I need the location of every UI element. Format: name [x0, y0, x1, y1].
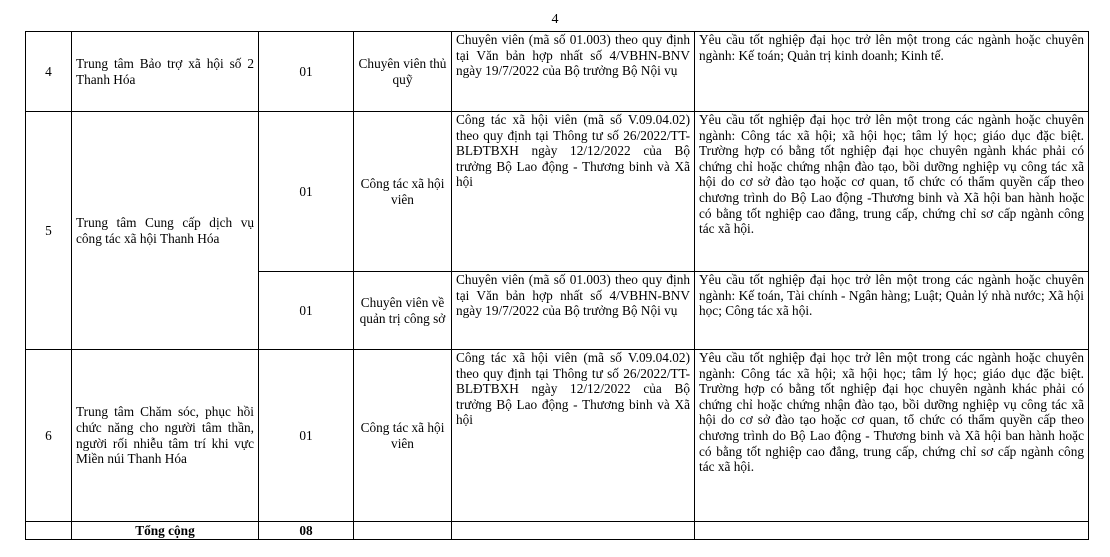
staffing-table: [25, 31, 1089, 540]
position-title: Chuyên viên thủ quỹ: [354, 32, 452, 112]
total-label: Tổng cộng: [72, 522, 259, 540]
qualification-requirement: Yêu cầu tốt nghiệp đại học trở lên một trong các ngành hoặc chuyên ngành: Công tác xã hội; xã hội học; tâm lý học; giáo dục đặc biệt. Trường hợp có bằng tốt nghiệp đại học chuyên ngành khác phải có chứng chỉ hoặc chứng nhận đào tạo, bồi dưỡng nghiệp vụ công tác xã hội do cơ sở đào tạo hoặc cơ quan, tổ chức có thẩm quyền cấp theo chương trình do Bộ Lao động -Thương binh và Xã hội ban hành hoặc có bằng tốt nghiệp cao đẳng, trung cấp, chứng chỉ sơ cấp ngành công tác xã hội.: [695, 112, 1089, 272]
legal-basis: Công tác xã hội viên (mã số V.09.04.02) theo quy định tại Thông tư số 26/2022/TT-BLĐTBXH ngày 12/12/2022 của Bộ trưởng Bộ Lao động - Thương binh và Xã hội: [452, 350, 695, 522]
legal-basis: Chuyên viên (mã số 01.003) theo quy định tại Văn bản hợp nhất số 4/VBHN-BNV ngày 19/7/2022 của Bộ trưởng Bộ Nội vụ: [452, 32, 695, 112]
table-row: [26, 112, 1089, 272]
legal-basis: Chuyên viên (mã số 01.003) theo quy định tại Văn bản hợp nhất số 4/VBHN-BNV ngày 19/7/2022 của Bộ trưởng Bộ Nội vụ: [452, 272, 695, 350]
empty-cell: [26, 522, 72, 540]
position-title: Chuyên viên về quản trị công sở: [354, 272, 452, 350]
unit-name: Trung tâm Bảo trợ xã hội số 2 Thanh Hóa: [72, 32, 259, 112]
qualification-requirement: Yêu cầu tốt nghiệp đại học trở lên một trong các ngành hoặc chuyên ngành: Công tác xã hội; xã hội học; tâm lý học; giáo dục đặc biệt. Trường hợp có bằng tốt nghiệp đại học chuyên ngành khác phải có chứng chỉ hoặc chứng nhận đào tạo, bồi dưỡng nghiệp vụ công tác xã hội do cơ sở đào tạo hoặc cơ quan, tổ chức có thẩm quyền cấp theo chương trình do Bộ Lao động - Thương binh và Xã hội ban hành hoặc có bằng tốt nghiệp cao đẳng, trung cấp, chứng chỉ sơ cấp ngành công tác xã hội.: [695, 350, 1089, 522]
position-title: Công tác xã hội viên: [354, 350, 452, 522]
empty-cell: [695, 522, 1089, 540]
total-row: [26, 522, 1089, 540]
position-title: Công tác xã hội viên: [354, 112, 452, 272]
total-quantity: 08: [259, 522, 354, 540]
qualification-requirement: Yêu cầu tốt nghiệp đại học trở lên một trong các ngành hoặc chuyên ngành: Kế toán; Quản trị kinh doanh; Kinh tế.: [695, 32, 1089, 112]
quantity: 01: [259, 350, 354, 522]
row-number: 6: [26, 350, 72, 522]
table-row: [26, 350, 1089, 522]
quantity: 01: [259, 32, 354, 112]
legal-basis: Công tác xã hội viên (mã số V.09.04.02) theo quy định tại Thông tư số 26/2022/TT-BLĐTBXH ngày 12/12/2022 của Bộ trưởng Bộ Lao động - Thương binh và Xã hội: [452, 112, 695, 272]
empty-cell: [354, 522, 452, 540]
table-row: [26, 32, 1089, 112]
unit-name: Trung tâm Cung cấp dịch vụ công tác xã hội Thanh Hóa: [72, 112, 259, 350]
empty-cell: [452, 522, 695, 540]
qualification-requirement: Yêu cầu tốt nghiệp đại học trở lên một trong các ngành hoặc chuyên ngành: Kế toán, Tài chính - Ngân hàng; Luật; Quản lý nhà nước; Xã hội học; Công tác xã hội.: [695, 272, 1089, 350]
quantity: 01: [259, 272, 354, 350]
unit-name: Trung tâm Chăm sóc, phục hồi chức năng cho người tâm thần, người rối nhiễu tâm trí khi vực Miền núi Thanh Hóa: [72, 350, 259, 522]
row-number: 4: [26, 32, 72, 112]
row-number: 5: [26, 112, 72, 350]
quantity: 01: [259, 112, 354, 272]
page-number: 4: [551, 12, 559, 27]
